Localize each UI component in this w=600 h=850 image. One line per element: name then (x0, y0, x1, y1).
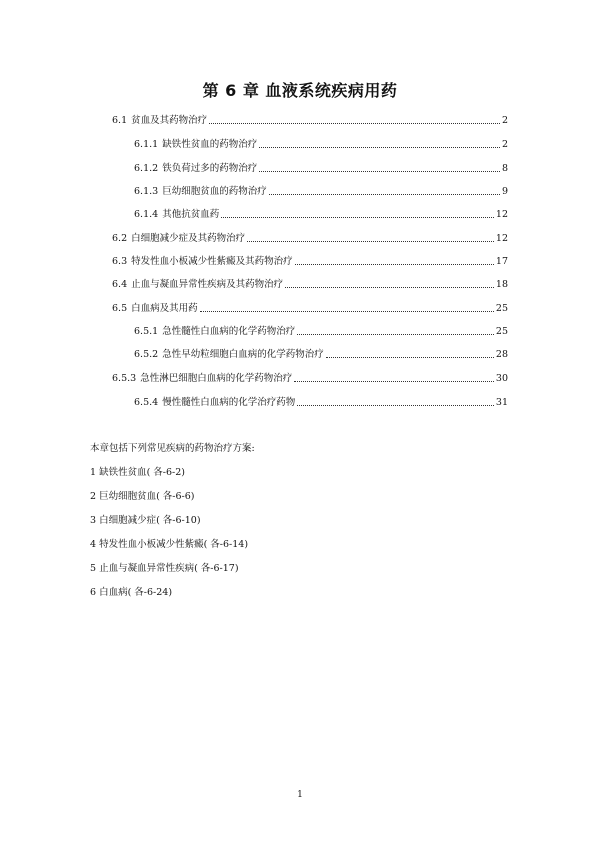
toc-entry[interactable] (112, 253, 508, 267)
toc-page: 28 (495, 349, 508, 360)
toc-title: 急性早幼粒细胞白血病的化学药物治疗 (162, 349, 324, 360)
toc-number: 6.1.3 (134, 186, 159, 197)
toc-number: 6.1.1 (134, 139, 159, 150)
toc-entry[interactable] (134, 206, 508, 220)
chapter-intro: 本章包括下列常见疾病的药物治疗方案: (90, 443, 255, 454)
toc-number: 6.4 (112, 279, 128, 290)
toc-page: 25 (495, 326, 508, 337)
toc-entry[interactable] (112, 300, 508, 314)
toc-leader (221, 216, 494, 218)
toc-leader (326, 356, 494, 358)
disease-list-item: 2 巨幼细胞贫血( 各-6-6) (90, 491, 195, 502)
toc-title: 特发性血小板减少性紫癜及其药物治疗 (131, 256, 293, 267)
toc-leader (259, 170, 500, 172)
toc-leader (209, 122, 500, 124)
toc-number: 6.5.1 (134, 326, 159, 337)
toc-leader (247, 240, 494, 242)
toc-page: 8 (501, 163, 508, 174)
toc-leader (269, 193, 500, 195)
toc-title: 缺铁性贫血的药物治疗 (162, 139, 258, 150)
toc-page: 2 (501, 115, 508, 126)
toc-number: 6.5.3 (112, 373, 137, 384)
toc-number: 6.5.2 (134, 349, 159, 360)
toc-page: 31 (495, 397, 508, 408)
toc-leader (259, 146, 500, 148)
toc-title: 白细胞减少症及其药物治疗 (131, 233, 246, 244)
toc-title: 贫血及其药物治疗 (131, 115, 208, 126)
toc-leader (297, 404, 494, 406)
toc-number: 6.5.4 (134, 397, 159, 408)
toc-number: 6.1.2 (134, 163, 159, 174)
toc-leader (295, 263, 494, 265)
toc-entry[interactable] (112, 230, 508, 244)
toc-number: 6.5 (112, 303, 128, 314)
toc-entry[interactable] (134, 394, 508, 408)
toc-page: 17 (495, 256, 508, 267)
toc-title: 急性淋巴细胞白血病的化学药物治疗 (140, 373, 293, 384)
toc-number: 6.1 (112, 115, 128, 126)
page-number: 1 (297, 790, 303, 800)
toc-page: 2 (501, 139, 508, 150)
toc-title: 止血与凝血异常性疾病及其药物治疗 (131, 279, 284, 290)
toc-title: 铁负荷过多的药物治疗 (162, 163, 258, 174)
disease-list-item: 4 特发性血小板减少性紫癜( 各-6-14) (90, 539, 249, 550)
toc-page: 9 (501, 186, 508, 197)
disease-list-item: 3 白细胞减少症( 各-6-10) (90, 515, 201, 526)
toc-page: 25 (495, 303, 508, 314)
toc-entry[interactable] (112, 112, 508, 126)
toc-leader (297, 333, 494, 335)
toc-entry[interactable] (112, 276, 508, 290)
toc-title: 其他抗贫血药 (162, 209, 220, 220)
toc-page: 12 (495, 209, 508, 220)
toc-title: 慢性髓性白血病的化学治疗药物 (162, 397, 296, 408)
toc-title: 巨幼细胞贫血的药物治疗 (162, 186, 267, 197)
toc-leader (200, 310, 494, 312)
toc-number: 6.1.4 (134, 209, 159, 220)
disease-list-item: 6 白血病( 各-6-24) (90, 587, 173, 598)
toc-page: 18 (495, 279, 508, 290)
toc-title: 白血病及其用药 (131, 303, 198, 314)
chapter-title: 第 6 章 血液系统疾病用药 (202, 81, 398, 100)
toc-title: 急性髓性白血病的化学药物治疗 (162, 326, 296, 337)
toc-entry[interactable] (134, 136, 508, 150)
disease-list-item: 1 缺铁性贫血( 各-6-2) (90, 467, 186, 478)
toc-leader (285, 286, 494, 288)
toc-entry[interactable] (134, 346, 508, 360)
toc-page: 30 (495, 373, 508, 384)
toc-entry[interactable] (134, 160, 508, 174)
toc-number: 6.3 (112, 256, 128, 267)
toc-entry[interactable] (112, 370, 508, 384)
toc-entry[interactable] (134, 183, 508, 197)
toc-number: 6.2 (112, 233, 128, 244)
toc-leader (294, 380, 494, 382)
toc-entry[interactable] (134, 323, 508, 337)
toc-page: 12 (495, 233, 508, 244)
disease-list-item: 5 止血与凝血异常性疾病( 各-6-17) (90, 563, 239, 574)
